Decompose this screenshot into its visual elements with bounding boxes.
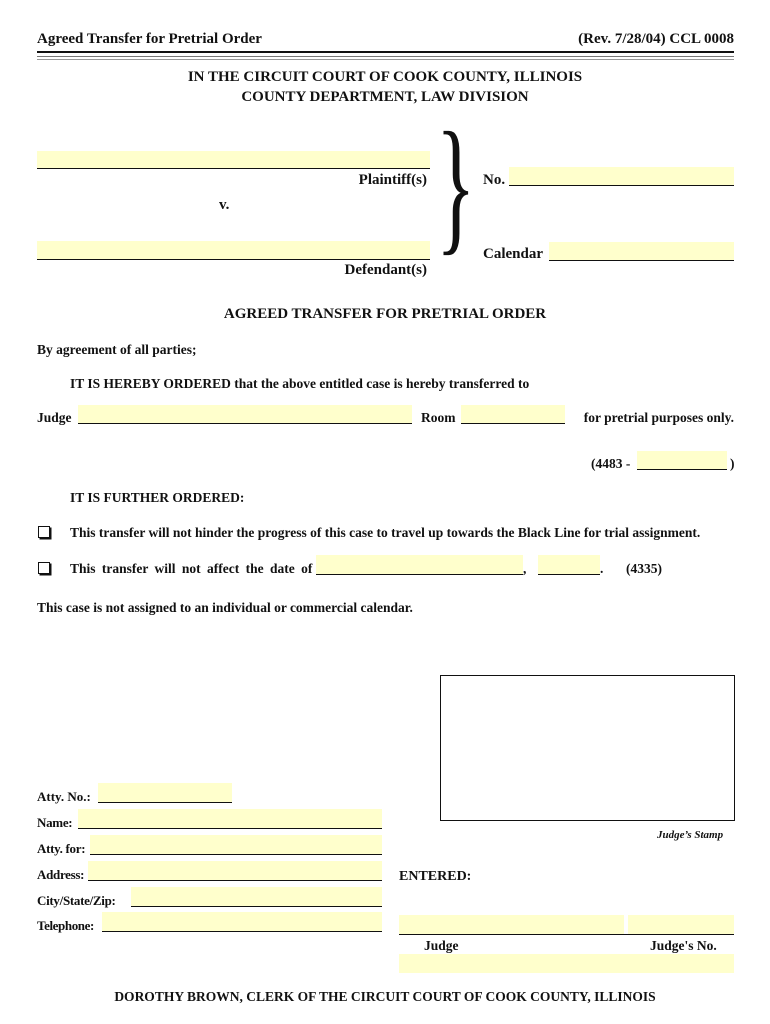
judge-stamp-caption: Judge’s Stamp [657, 829, 724, 841]
address-field[interactable] [88, 861, 382, 880]
room-field[interactable] [461, 405, 565, 424]
form-title: Agreed Transfer for Pretrial Order [37, 31, 262, 47]
telephone-line [102, 931, 382, 932]
calendar-field[interactable] [549, 242, 734, 260]
transfer-judge-field[interactable] [78, 405, 412, 424]
city-state-zip-line [131, 906, 382, 907]
case-number-label: No. [483, 172, 506, 188]
atty-for-line [90, 854, 382, 855]
defendant-line [37, 259, 430, 260]
further-ordered-text: IT IS FURTHER ORDERED: [70, 490, 245, 505]
entered-judge-no-field[interactable] [628, 915, 734, 934]
entered-extra-field[interactable] [399, 954, 734, 973]
atty-for-field[interactable] [90, 835, 382, 854]
defendant-label: Defendant(s) [344, 262, 427, 278]
date-line [316, 574, 523, 575]
name-label: Name: [37, 815, 73, 830]
option1-text: This transfer will not hinder the progress of this case to travel up towards the Black Line for trial assignment. [70, 525, 701, 540]
plaintiff-line [37, 168, 430, 169]
order-heading: AGREED TRANSFER FOR PRETRIAL ORDER [223, 306, 547, 322]
entered-judge-no-label: Judge's No. [650, 938, 717, 953]
pretrial-purpose-text: for pretrial purposes only. [583, 410, 734, 425]
entered-judge-label: Judge [424, 938, 459, 953]
calendar-line [549, 260, 734, 261]
judge-stamp-box [440, 675, 735, 821]
entered-signature-line [399, 934, 734, 935]
telephone-label: Telephone: [37, 918, 94, 933]
code-4483-line [637, 469, 727, 470]
header-rule-thin [37, 59, 734, 60]
code-4335: (4335) [626, 561, 662, 576]
name-field[interactable] [78, 809, 382, 828]
header-rule [37, 51, 734, 53]
code-4483-field[interactable] [637, 451, 727, 469]
address-line [88, 880, 382, 881]
ordered-text: IT IS HEREBY ORDERED that the above entitled case is hereby transferred to [70, 376, 530, 391]
not-assigned-text: This case is not assigned to an individual or commercial calendar. [37, 600, 413, 615]
versus-label: v. [219, 197, 230, 213]
date-period: . [600, 561, 604, 576]
room-label: Room [421, 410, 456, 425]
room-line [461, 423, 565, 424]
address-label: Address: [37, 867, 85, 882]
court-division: COUNTY DEPARTMENT, LAW DIVISION [241, 89, 529, 105]
code-4483-prefix: (4483 - [591, 456, 631, 471]
code-4483-suffix: ) [730, 456, 735, 471]
agreement-text: By agreement of all parties; [37, 342, 197, 357]
form-revision: (Rev. 7/28/04) CCL 0008 [578, 31, 734, 47]
plaintiff-field[interactable] [37, 151, 430, 169]
atty-for-label: Atty. for: [37, 841, 86, 856]
court-name: IN THE CIRCUIT COURT OF COOK COUNTY, ILLINOIS [187, 69, 583, 85]
option2-checkbox[interactable] [38, 562, 50, 574]
defendant-field[interactable] [37, 241, 430, 259]
date-field[interactable] [316, 555, 523, 575]
judge-label: Judge [37, 410, 72, 425]
option2-text: This transfer will not affect the date of [70, 561, 313, 576]
case-number-line [509, 185, 734, 186]
atty-no-line [98, 802, 232, 803]
telephone-field[interactable] [102, 912, 382, 931]
atty-no-label: Atty. No.: [37, 789, 91, 804]
entered-judge-field[interactable] [399, 915, 624, 934]
atty-no-field[interactable] [98, 783, 232, 802]
option1-checkbox[interactable] [38, 526, 50, 538]
case-number-field[interactable] [509, 167, 734, 186]
entered-label: ENTERED: [399, 869, 472, 884]
city-state-zip-label: City/State/Zip: [37, 893, 116, 908]
clerk-footer: DOROTHY BROWN, CLERK OF THE CIRCUIT COURT OF COOK COUNTY, ILLINOIS [114, 989, 656, 1004]
name-line [78, 828, 382, 829]
plaintiff-label: Plaintiff(s) [358, 172, 427, 188]
year-field[interactable] [538, 555, 600, 575]
city-state-zip-field[interactable] [131, 887, 382, 906]
caption-brace: } [436, 102, 476, 268]
calendar-label: Calendar [483, 246, 543, 262]
date-comma: , [523, 561, 527, 576]
year-line [538, 574, 600, 575]
header-rule-thin [37, 56, 734, 57]
transfer-judge-line [78, 423, 412, 424]
